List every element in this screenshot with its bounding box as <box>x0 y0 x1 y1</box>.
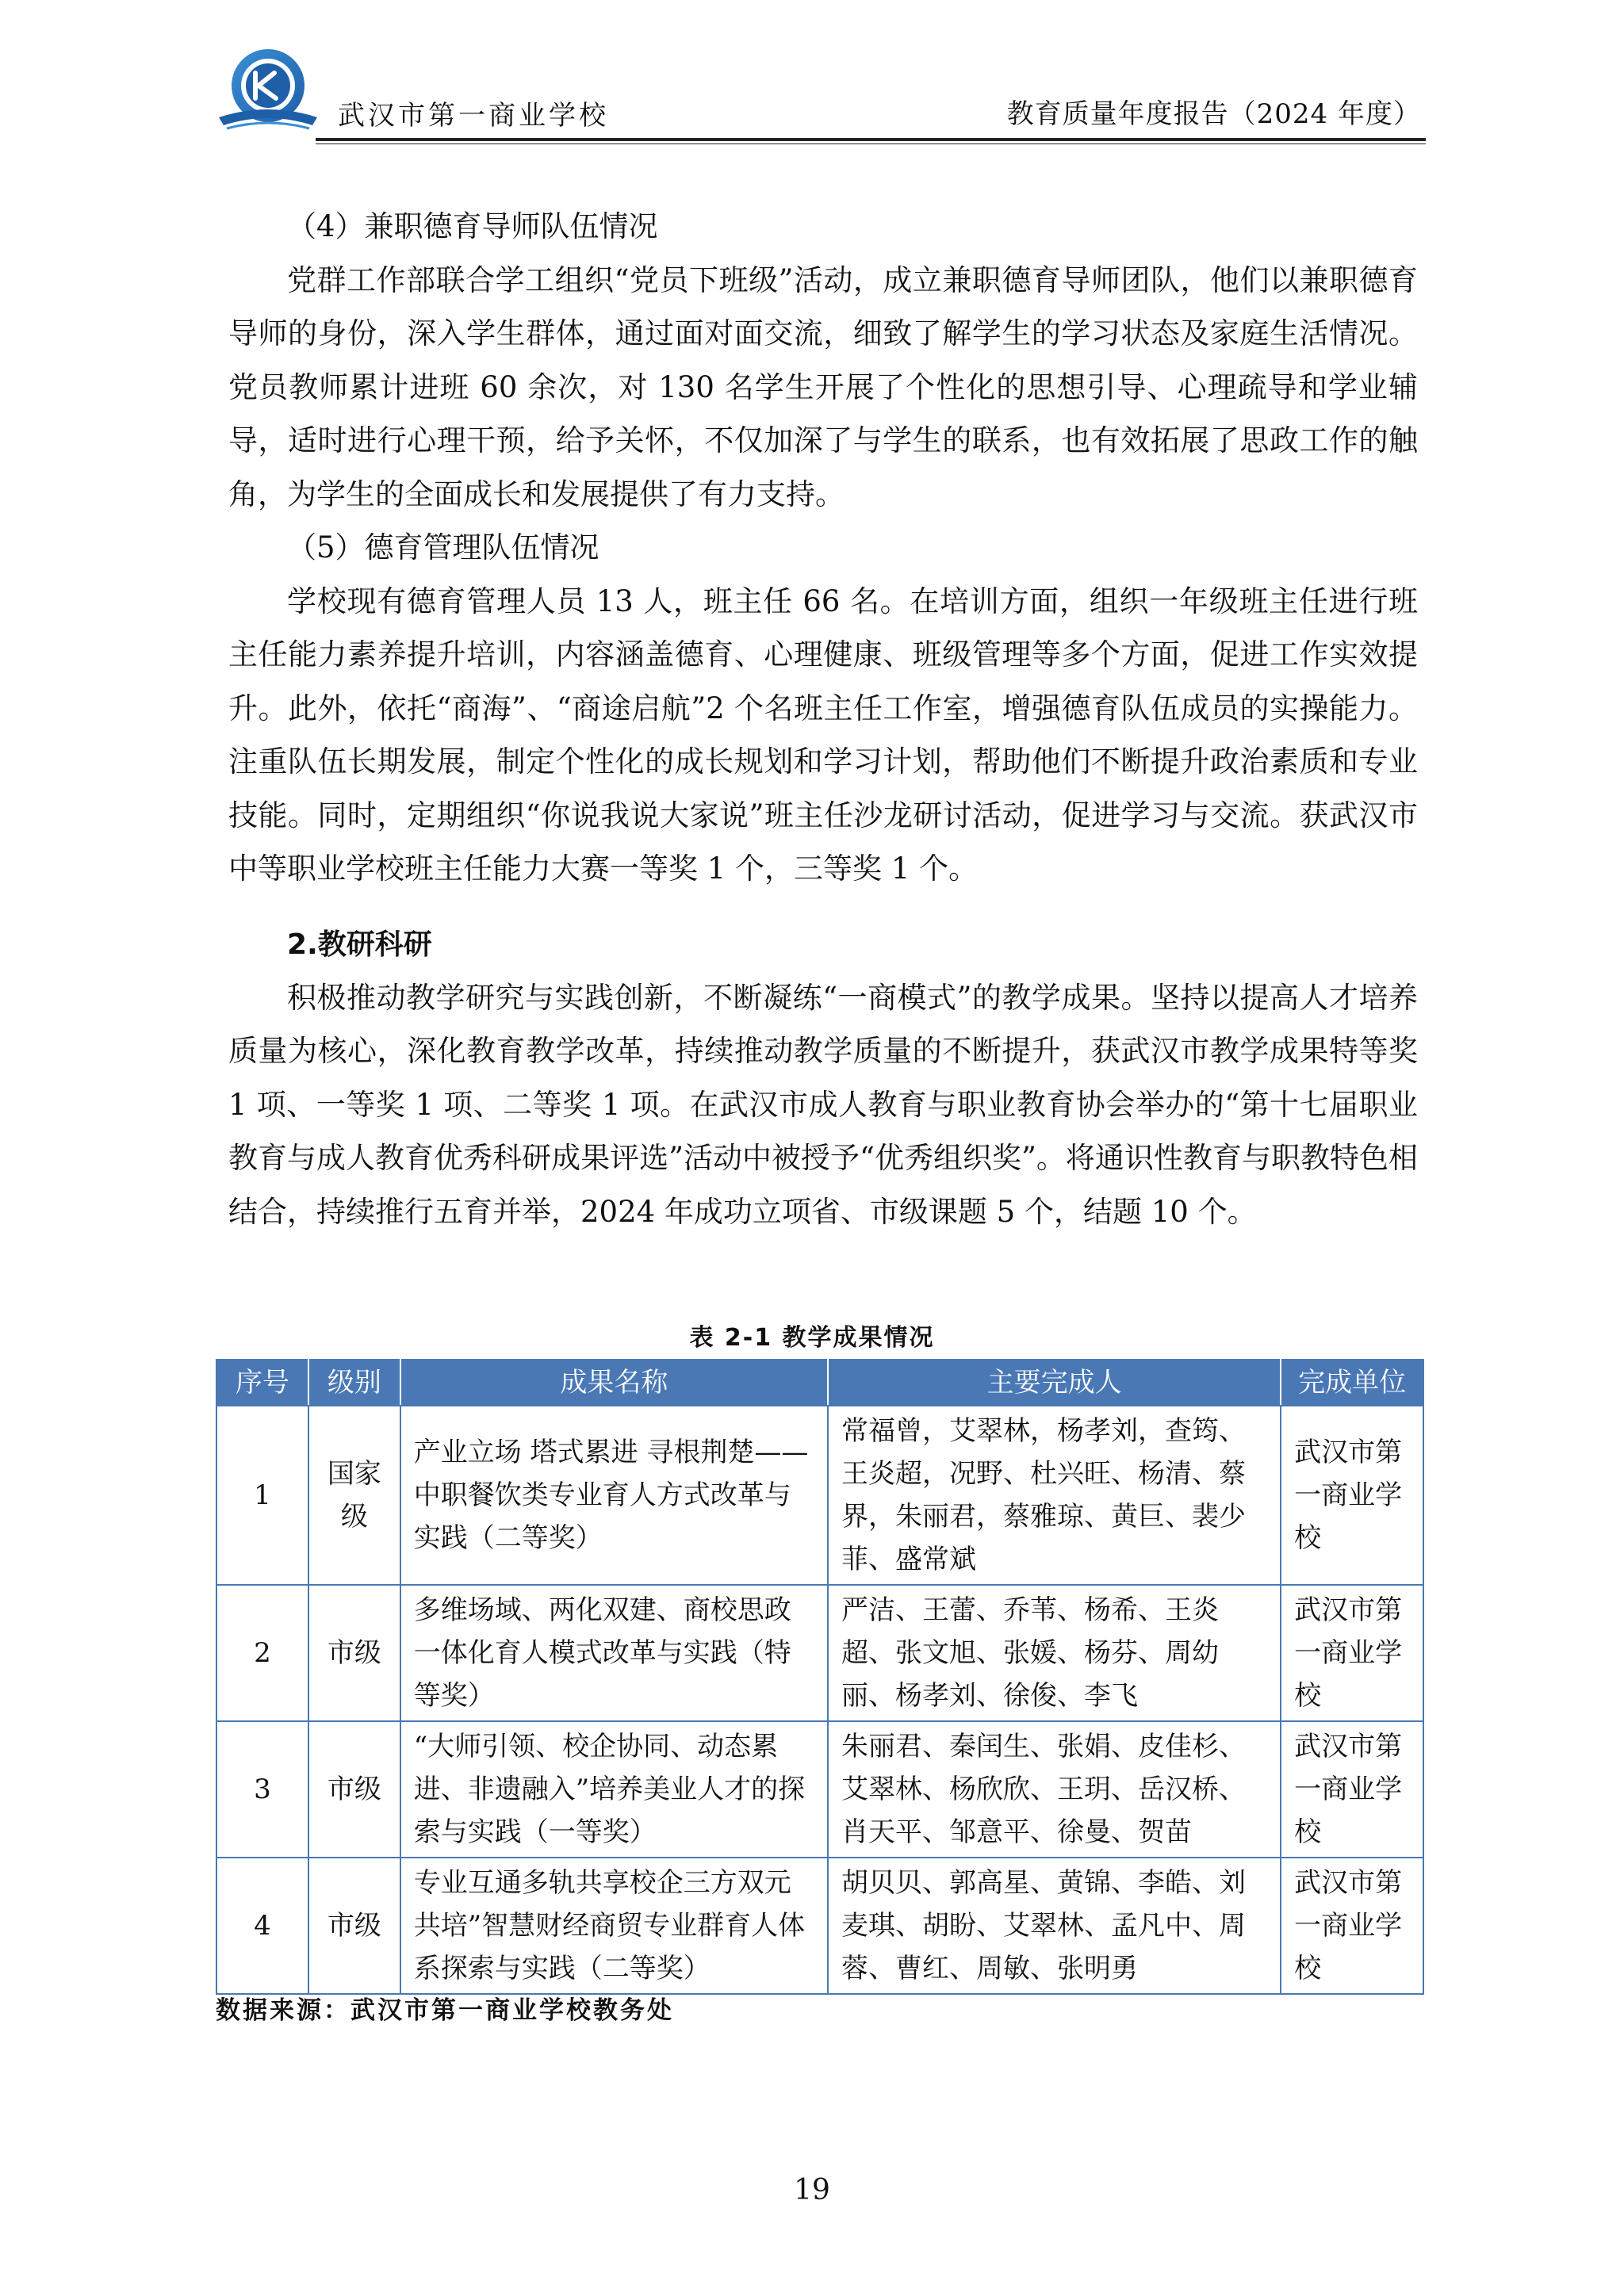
header-unit: 完成单位 <box>1281 1360 1423 1406</box>
row-name: 产业立场 塔式累进 寻根荆楚——中职餐饮类专业育人方式改革与实践（二等奖） <box>400 1406 828 1585</box>
row-name: 专业互通多轨共享校企三方双元共培”智慧财经商贸专业群育人体系探索与实践（二等奖） <box>400 1858 828 1994</box>
data-source-note: 数据来源：武汉市第一商业学校教务处 <box>216 1996 674 2025</box>
row-level: 市级 <box>308 1721 400 1858</box>
row-level: 国家级 <box>308 1406 400 1585</box>
row-people: 常福曾，艾翠林，杨孝刘，查筠、王炎超，况野、杜兴旺、杨清、蔡界，朱丽君，蔡雅琼、黄巨、裴少菲、盛常斌 <box>828 1406 1281 1585</box>
header-level: 级别 <box>308 1360 400 1406</box>
page-number: 19 <box>794 2174 830 2206</box>
subsection-5-paragraph: 学校现有德育管理人员 13 人，班主任 66 名。在培训方面，组织一年级班主任进行班主任能力素养提升培训，内容涵盖德育、心理健康、班级管理等多个方面，促进工作实效提升。此外，依托“商海”、“商途启航”2 个名班主任工作室，增强德育队伍成员的实操能力。注重队伍长期发展，制定个性化的成长规划和学习计划，帮助他们不断提升政治素质和专业技能。同时，定期组织“你说我说大家说”班主任沙龙研讨活动，促进学习与交流。获武汉市中等职业学校班主任能力大赛一等奖 1 个，三等奖 1 个。 <box>228 584 1418 886</box>
school-name: 武汉市第一商业学校 <box>338 100 609 132</box>
row-unit: 武汉市第一商业学校 <box>1281 1721 1423 1858</box>
main-content <box>228 200 1418 1238</box>
table-row <box>216 1585 1423 1721</box>
subsection-5-title: （5）德育管理队伍情况 <box>287 530 599 564</box>
section-2-paragraph: 积极推动教学研究与实践创新，不断凝练“一商模式”的教学成果。坚持以提高人才培养质量为核心，深化教育教学改革，持续推动教学质量的不断提升，获武汉市教学成果特等奖 1 项、一等奖 1 项、二等奖 1 项。在武汉市成人教育与职业教育协会举办的“第十七届职业教育与成人教育优秀科研成果评选”活动中被授予“优秀组织奖”。将通识性教育与职教特色相结合，持续推行五育并举，2024 年成功立项省、市级课题 5 个，结题 10 个。 <box>228 980 1418 1229</box>
school-logo <box>213 44 324 140</box>
table-row <box>216 1858 1423 1994</box>
table-row <box>216 1406 1423 1585</box>
header-people: 主要完成人 <box>828 1360 1281 1406</box>
row-no: 3 <box>216 1721 308 1858</box>
subsection-4-paragraph: 党群工作部联合学工组织“党员下班级”活动，成立兼职德育导师团队，他们以兼职德育导师的身份，深入学生群体，通过面对面交流，细致了解学生的学习状态及家庭生活情况。党员教师累计进班 60 余次，对 130 名学生开展了个性化的思想引导、心理疏导和学业辅导，适时进行心理干预，给予关怀，不仅加深了与学生的联系，也有效拓展了思政工作的触角，为学生的全面成长和发展提供了有力支持。 <box>228 262 1418 511</box>
subsection-4-title: （4）兼职德育导师队伍情况 <box>287 209 658 243</box>
row-people: 严洁、王蕾、乔苇、杨希、王炎超、张文旭、张媛、杨芬、周幼丽、杨孝刘、徐俊、李飞 <box>828 1585 1281 1721</box>
header-divider <box>316 138 1426 141</box>
report-title: 教育质量年度报告（2024 年度） <box>1006 98 1421 130</box>
table-caption: 表 2-1 教学成果情况 <box>689 1324 935 1352</box>
row-name: “大师引领、校企协同、动态累进、非遗融入”培养美业人才的探索与实践（一等奖） <box>400 1721 828 1858</box>
row-unit: 武汉市第一商业学校 <box>1281 1858 1423 1994</box>
page-header <box>213 41 1426 144</box>
row-people: 胡贝贝、郭高星、黄锦、李皓、刘麦琪、胡盼、艾翠林、孟凡中、周蓉、曹红、周敏、张明勇 <box>828 1858 1281 1994</box>
row-name: 多维场域、两化双建、商校思政一体化育人模式改革与实践（特等奖） <box>400 1585 828 1721</box>
achievements-table <box>216 1359 1424 1995</box>
table-row <box>216 1721 1423 1858</box>
row-no: 2 <box>216 1585 308 1721</box>
row-people: 朱丽君、秦闰生、张娟、皮佳杉、艾翠林、杨欣欣、王玥、岳汉桥、肖天平、邹意平、徐曼、贺苗 <box>828 1721 1281 1858</box>
header-no: 序号 <box>216 1360 308 1406</box>
row-no: 1 <box>216 1406 308 1585</box>
row-unit: 武汉市第一商业学校 <box>1281 1585 1423 1721</box>
header-name: 成果名称 <box>400 1360 828 1406</box>
table-header-row <box>216 1360 1423 1406</box>
row-level: 市级 <box>308 1858 400 1994</box>
row-unit: 武汉市第一商业学校 <box>1281 1406 1423 1585</box>
row-level: 市级 <box>308 1585 400 1721</box>
section-2-title: 2.教研科研 <box>287 928 432 961</box>
row-no: 4 <box>216 1858 308 1994</box>
